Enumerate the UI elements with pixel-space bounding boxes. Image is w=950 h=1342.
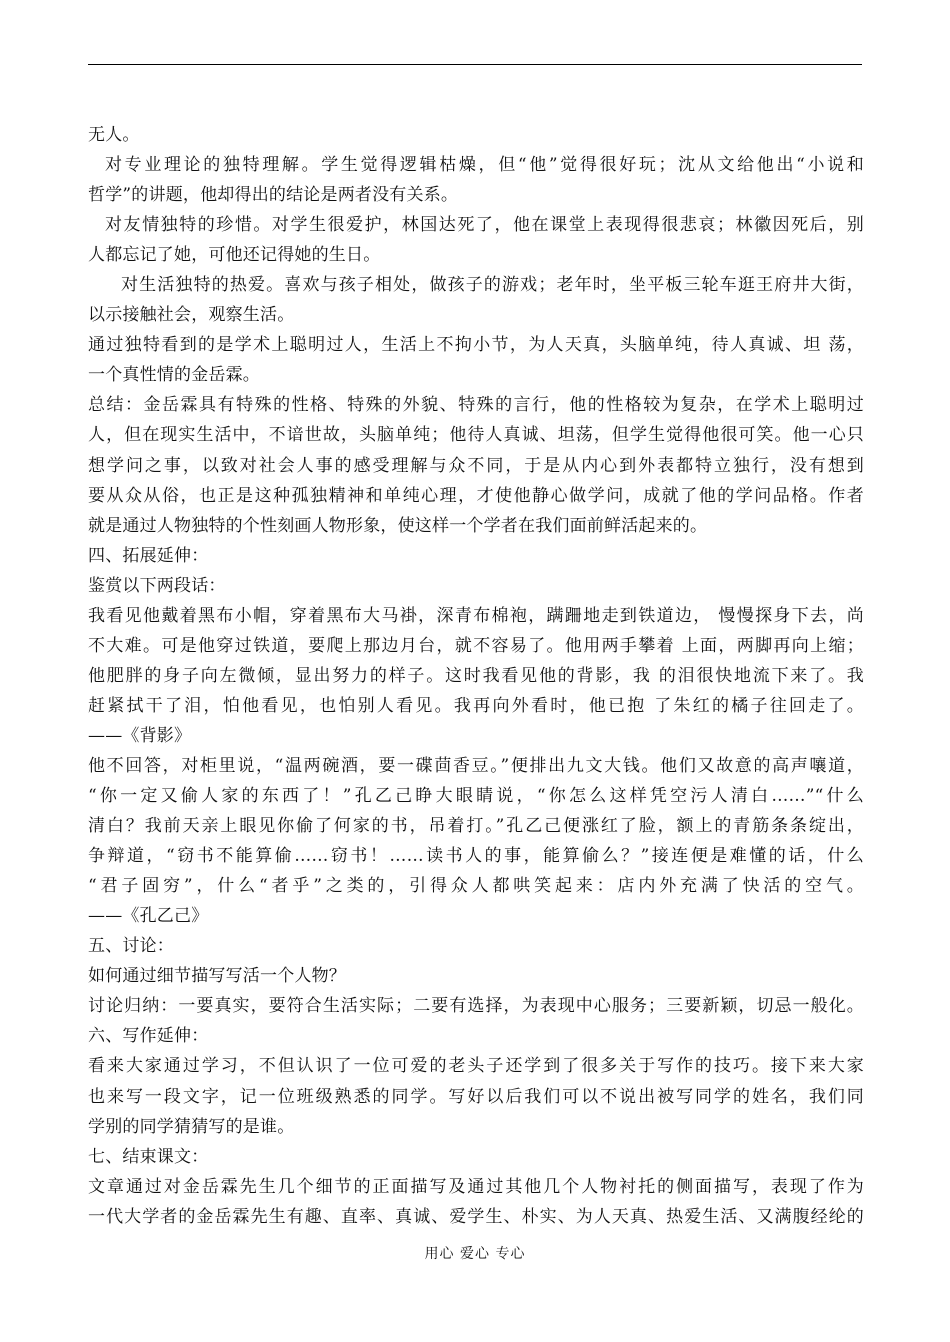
text-line: 一个真性情的金岳霖。 — [88, 365, 260, 386]
text-line: 文章通过对金岳霖先生几个细节的正面描写及通过其他几个人物衬托的侧面描写，表现了作为 — [88, 1176, 864, 1197]
section-heading: 七、结束课文： — [88, 1146, 209, 1167]
text-line: 如何通过细节描写写活一个人物？ — [88, 966, 346, 987]
text-line: 就是通过人物独特的个性刻画人物形象，使这样一个学者在我们面前鲜活起来的。 — [88, 515, 708, 536]
text-line: 一代大学者的金岳霖先生有趣、直率、真诚、爱学生、朴实、为人天真、热爱生活、又满腹经纶的 — [88, 1206, 864, 1227]
quote-source: ——《背影》 — [88, 725, 192, 746]
text-line: 他不回答，对柜里说，“温两碗酒，要一碟茴香豆。”便排出九文大钱。他们又故意的高声嚷道， — [88, 755, 864, 776]
text-line: 对生活独特的热爱。喜欢与孩子相处，做孩子的游戏；老年时，坐平板三轮车逛王府井大街， — [121, 275, 864, 296]
text-line: 赶紧拭干了泪，怕他看见，也怕别人看见。我再向外看时，他已抱 了朱红的橘子往回走了。 — [88, 695, 864, 716]
text-line: 他肥胖的身子向左微倾，显出努力的样子。这时我看见他的背影，我 的泪很快地流下来了。我 — [88, 665, 864, 686]
header-rule — [88, 64, 862, 65]
text-line: 清白？我前天亲上眼见你偷了何家的书，吊着打。”孔乙己便涨红了脸，额上的青筋条条绽出， — [88, 816, 864, 837]
text-line: 讨论归纳：一要真实，要符合生活实际；二要有选择，为表现中心服务；三要新颖，切忌一般化。 — [88, 996, 864, 1017]
text-line: 哲学”的讲题，他却得出的结论是两者没有关系。 — [88, 185, 459, 206]
quote-source: ——《孔乙己》 — [88, 906, 209, 927]
document-body — [88, 120, 864, 1232]
text-line: 人，但在现实生活中，不谙世故，头脑单纯；他待人真诚、坦荡，但学生觉得他很可笑。他一心只 — [88, 425, 864, 446]
text-line: “君子固穷”，什么“者乎”之类的，引得众人都哄笑起来：店内外充满了快活的空气。 — [88, 876, 864, 897]
text-line: 也来写一段文字，记一位班级熟悉的同学。写好以后我们可以不说出被写同学的姓名，我们同 — [88, 1086, 864, 1107]
section-heading: 五、讨论： — [88, 936, 174, 957]
text-line: 想学问之事，以致对社会人事的感受理解与众不同，于是从内心到外表都特立独行，没有想到 — [88, 455, 864, 476]
text-line: 看来大家通过学习，不但认识了一位可爱的老头子还学到了很多关于写作的技巧。接下来大家 — [88, 1056, 864, 1077]
text-line: 鉴赏以下两段话： — [88, 575, 226, 596]
text-line: 无人。 — [88, 125, 140, 145]
section-heading: 四、拓展延伸： — [88, 545, 209, 566]
text-line: 不大难。可是他穿过铁道，要爬上那边月台，就不容易了。他用两手攀着 上面，两脚再向上缩； — [88, 635, 864, 656]
text-line: 对专业理论的独特理解。学生觉得逻辑枯燥，但“他”觉得很好玩；沈从文给他出“小说和 — [105, 155, 864, 176]
section-heading: 六、写作延伸： — [88, 1026, 209, 1047]
text-line: “你一定又偷人家的东西了！”孔乙己睁大眼睛说，“你怎么这样凭空污人清白……”“什么 — [88, 786, 864, 807]
text-line: 对友情独特的珍惜。对学生很爱护，林国达死了，他在课堂上表现得很悲哀；林徽因死后，别 — [105, 215, 864, 236]
text-line: 争辩道，“窃书不能算偷……窃书！……读书人的事，能算偷么？”接连便是难懂的话，什么 — [88, 846, 864, 867]
page-footer: 用心 爱心 专心 — [424, 1246, 526, 1262]
text-line: 我看见他戴着黑布小帽，穿着黑布大马褂，深青布棉袍，蹒跚地走到铁道边， 慢慢探身下去，尚 — [88, 605, 864, 626]
text-line: 总结：金岳霖具有特殊的性格、特殊的外貌、特殊的言行，他的性格较为复杂，在学术上聪明过 — [88, 395, 864, 416]
text-line: 要从众从俗，也正是这种孤独精神和单纯心理，才使他静心做学问，成就了他的学问品格。作者 — [88, 485, 864, 506]
text-line: 学别的同学猜猜写的是谁。 — [88, 1116, 295, 1137]
text-line: 人都忘记了她，可他还记得她的生日。 — [88, 245, 381, 266]
text-line: 以示接触社会，观察生活。 — [88, 305, 295, 326]
text-line: 通过独特看到的是学术上聪明过人，生活上不拘小节，为人天真，头脑单纯，待人真诚、坦 荡， — [88, 335, 864, 356]
